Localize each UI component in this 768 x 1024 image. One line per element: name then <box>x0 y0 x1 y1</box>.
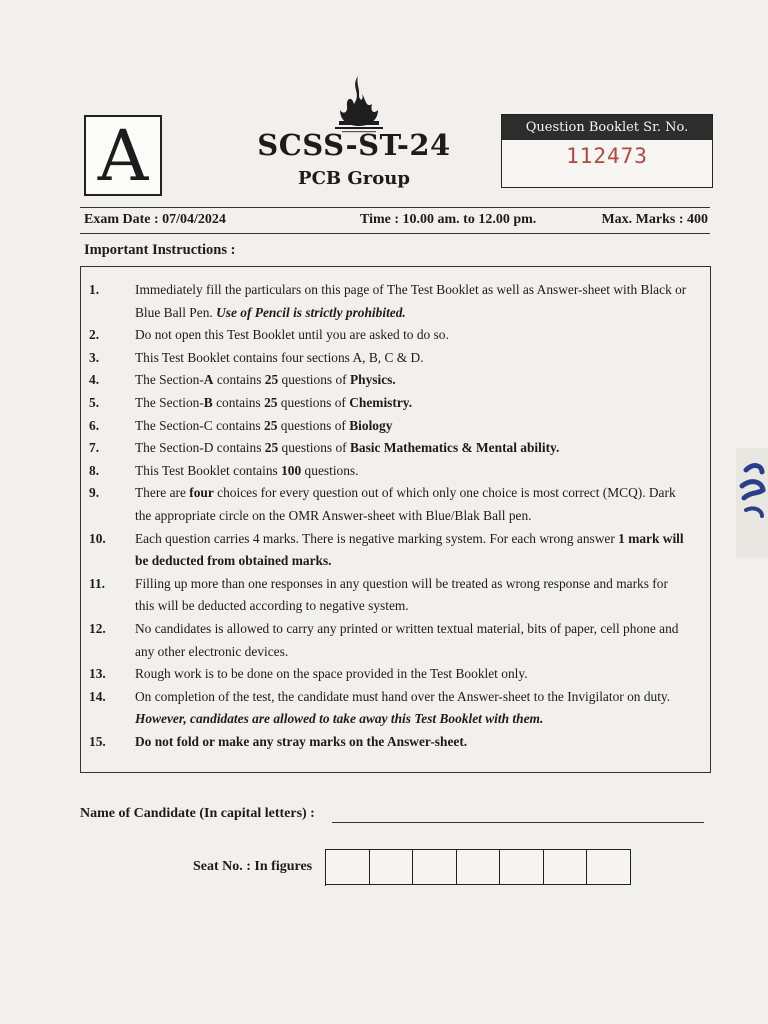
instruction-item <box>81 392 710 415</box>
instruction-number: 3. <box>89 349 100 365</box>
seat-number-cell[interactable] <box>544 849 588 885</box>
instruction-text <box>135 528 710 573</box>
header-rule-top <box>80 207 710 208</box>
instruction-number: 9. <box>89 485 100 501</box>
instruction-text-part: questions of <box>278 440 350 456</box>
seat-number-cell[interactable] <box>500 849 544 885</box>
instruction-text-part: On completion of the test, the candidate must hand over the Answer-sheet to the Invigilator on duty. <box>135 688 671 704</box>
instruction-item <box>81 279 710 324</box>
instruction-text-part: Use of Pencil is strictly prohibited. <box>216 304 406 320</box>
instruction-text-part: 100 <box>281 462 302 478</box>
set-letter: A <box>97 114 149 197</box>
instruction-number: 11. <box>89 575 105 591</box>
serial-number: 112473 <box>566 144 648 168</box>
instruction-item <box>81 324 710 347</box>
instruction-text <box>135 437 710 460</box>
instruction-text <box>135 731 710 754</box>
instruction-item <box>81 437 710 460</box>
instruction-item <box>81 369 710 392</box>
instruction-text-part: Each question carries 4 marks. There is negative marking system. For each wrong answer <box>135 530 619 546</box>
instruction-number: 1. <box>89 282 100 297</box>
page-bleed-mark-icon <box>732 448 768 558</box>
instruction-item <box>81 573 710 618</box>
instruction-item <box>81 663 710 686</box>
instruction-text-part: B <box>203 394 213 410</box>
instruction-text-part: This Test Booklet contains <box>135 462 282 478</box>
candidate-name-label: Name of Candidate (In capital letters) : <box>80 806 315 821</box>
instruction-text-part: However, candidates are allowed to take away this Test Booklet with them. <box>135 711 544 727</box>
instruction-text-part: 25 <box>264 440 279 456</box>
instruction-text-part: Immediately fill the particulars on this page of The Test Booklet as well as Answer-sheet with Black or Blue Ball Pen. <box>135 282 687 320</box>
instruction-text <box>135 482 710 527</box>
instruction-number: 5. <box>89 394 100 410</box>
instruction-text-part: contains <box>213 372 265 388</box>
candidate-name-line[interactable] <box>332 822 704 823</box>
instruction-text <box>135 347 710 370</box>
instruction-text-part: 25 <box>264 417 278 433</box>
exam-time: Time : 10.00 am. to 12.00 pm. <box>360 212 537 227</box>
instruction-text <box>135 392 710 415</box>
instruction-text <box>135 573 710 618</box>
instruction-text <box>135 663 710 686</box>
seat-number-cell[interactable] <box>326 849 370 885</box>
instruction-number: 13. <box>89 666 106 682</box>
instruction-number: 7. <box>89 440 100 456</box>
max-marks: Max. Marks : 400 <box>601 212 708 227</box>
instruction-number: 8. <box>89 462 100 478</box>
instruction-text <box>135 686 710 731</box>
instruction-item <box>81 686 710 731</box>
instruction-text-part: This Test Booklet contains four sections A, B, C & D. <box>135 349 424 365</box>
instruction-text-part: There are <box>135 485 190 501</box>
instructions-box <box>80 266 711 773</box>
instruction-text-part: Basic Mathematics & Mental ability. <box>349 440 560 456</box>
instruction-item <box>81 618 710 663</box>
instruction-number: 14. <box>89 688 106 704</box>
serial-label: Question Booklet Sr. No. <box>502 115 712 140</box>
instructions-title: Important Instructions : <box>84 242 236 258</box>
exam-meta-row <box>84 212 708 232</box>
instruction-text-part: Biology <box>349 417 393 433</box>
instruction-text-part: four <box>189 485 214 501</box>
instruction-item <box>81 415 710 438</box>
instruction-text-part: contains <box>212 394 265 410</box>
header-rule-bottom <box>80 233 710 234</box>
instruction-number: 10. <box>89 530 106 546</box>
instruction-item <box>81 347 710 370</box>
instruction-number: 2. <box>89 327 100 343</box>
seat-number-cell[interactable] <box>370 849 414 885</box>
instruction-text <box>135 415 710 438</box>
instruction-text <box>135 460 710 483</box>
instruction-number: 6. <box>89 417 100 433</box>
instruction-item <box>81 731 710 754</box>
instructions-list <box>81 279 710 753</box>
booklet-code: SCSS-ST-24 <box>257 128 451 162</box>
serial-number-box <box>501 114 713 188</box>
group-title: PCB Group <box>298 168 410 189</box>
seat-number-cell[interactable] <box>457 849 501 885</box>
instruction-number: 15. <box>89 733 106 749</box>
instruction-text <box>135 279 710 324</box>
instruction-item <box>81 482 710 527</box>
instruction-item <box>81 528 710 573</box>
instruction-text-part: The Section- <box>135 372 204 388</box>
instruction-number: 4. <box>89 372 100 388</box>
instruction-text <box>135 618 710 663</box>
instruction-text <box>135 324 710 347</box>
seat-number-boxes <box>325 849 631 886</box>
instruction-text-part: choices for every question out of which only one choice is most correct (MCQ). Dark the appropriate circle on the OMR Answer-sheet with Blue/Blak Ball pen. <box>135 485 676 523</box>
instruction-text-part: Physics. <box>349 372 396 388</box>
instruction-text-part: questions of <box>277 417 350 433</box>
instruction-text-part: questions of <box>277 394 350 410</box>
seat-number-cell[interactable] <box>413 849 457 885</box>
instruction-text-part: Filling up more than one responses in any question will be treated as wrong response and marks for this will be deducted according to negative system. <box>135 575 668 614</box>
instruction-text-part: The Section-C contains <box>135 417 265 433</box>
instruction-text-part: 25 <box>264 394 278 410</box>
instruction-text-part: questions. <box>301 462 359 478</box>
seat-number-cell[interactable] <box>587 849 631 885</box>
instruction-number: 12. <box>89 620 106 636</box>
institute-logo-icon <box>332 74 386 136</box>
instruction-text <box>135 369 710 392</box>
instruction-text-part: questions of <box>278 372 350 388</box>
instruction-item <box>81 460 710 483</box>
instruction-text-part: Do not fold or make any stray marks on the Answer-sheet. <box>135 733 468 749</box>
exam-date: Exam Date : 07/04/2024 <box>84 212 226 227</box>
seat-number-label: Seat No. : In figures <box>193 859 313 874</box>
set-letter-box <box>84 115 162 196</box>
instruction-text-part: No candidates is allowed to carry any printed or written textual material, bits of paper, cell phone and any other electronic devices. <box>135 620 679 659</box>
instruction-text-part: The Section-D contains <box>135 440 265 456</box>
instruction-text-part: 25 <box>264 372 279 388</box>
instruction-text-part: 1 mark will be deducted from obtained marks. <box>135 530 684 569</box>
instruction-text-part: Chemistry. <box>349 394 413 410</box>
instruction-text-part: A <box>203 372 214 388</box>
instruction-text-part: The Section- <box>135 394 204 410</box>
candidate-name-row <box>80 806 710 828</box>
instruction-text-part: Rough work is to be done on the space provided in the Test Booklet only. <box>135 666 528 682</box>
instruction-text-part: Do not open this Test Booklet until you are asked to do so. <box>135 327 449 343</box>
